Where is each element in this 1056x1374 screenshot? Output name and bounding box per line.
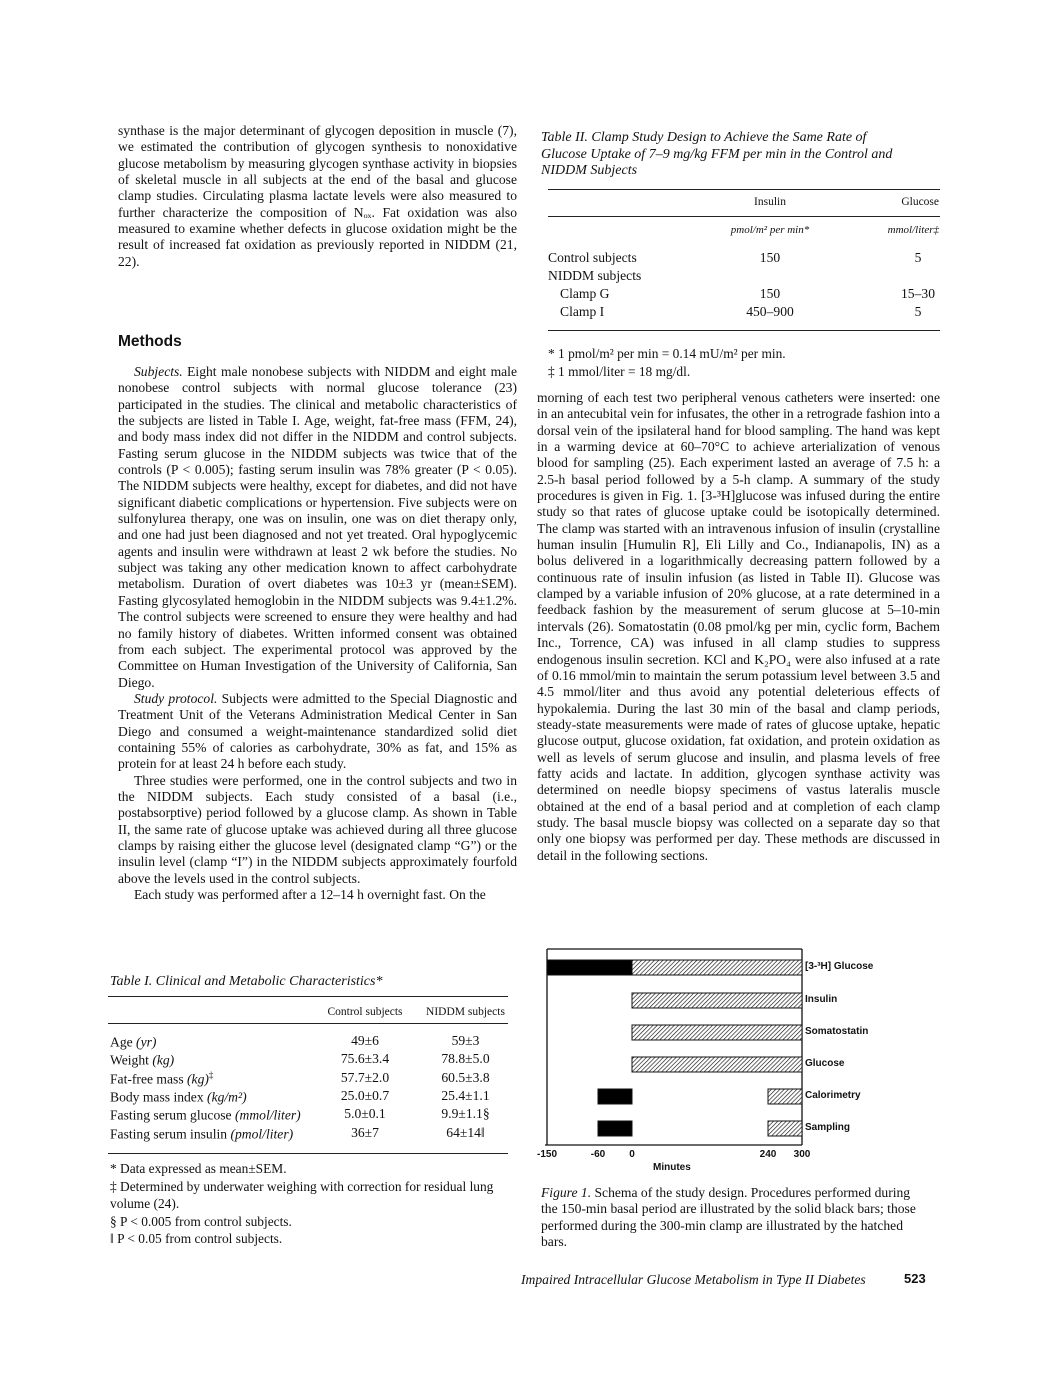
- figure1-xlabel: Minutes: [653, 1162, 691, 1173]
- table1-title: Table I. Clinical and Metabolic Characteristics*: [110, 974, 383, 989]
- bar-solid: [547, 960, 632, 975]
- x-tick-label: 300: [793, 1149, 811, 1160]
- table1-footnote: ‖ P < 0.05 from control subjects.: [110, 1231, 283, 1246]
- row-label-text: Fasting serum glucose: [110, 1107, 235, 1123]
- table1-cell-control: 36±7: [351, 1124, 379, 1140]
- table2-cell: 450–900: [746, 304, 794, 319]
- table2-footnote: ‡ 1 mmol/liter = 18 mg/dl.: [548, 364, 691, 379]
- row-label: Sampling: [805, 1122, 851, 1133]
- table2-cell: 5: [914, 304, 922, 319]
- methods-heading: Methods: [118, 333, 182, 350]
- bar-hatched: [632, 1057, 802, 1072]
- table1-cell-niddm: 25.4±1.1: [441, 1087, 490, 1103]
- subjects-text: Eight male nonobese subjects with NIDDM and eight male nonobese control subjects with normal glucose tolerance (23) participated in the studies. The clinical and metabolic characteristics of the subjects are listed in Table I. Age, weight, fat-free mass (FFM, 24), and body mass index did not differ in the NIDDM and control subjects. Fasting serum glucose in the NIDDM subjects was twice that of the controls (P < 0.005); fasting serum insulin was 78% greater (P < 0.05). The NIDDM subjects were healthy, except for diabetes, and did not have significant diabetic complications or hypertension. Five subjects were on sulfonylurea therapy, one was on insulin, one was on diet therapy only, and one had just been diagnosed and not yet treated. Oral hypoglycemic agents and insulin were withdrawn at least 2 wk before the studies. No subject was taking any other medication known to affect carbohydrate metabolism. Duration of overt diabetes was 10±3 yr (mean±SEM). Fasting glycosylated hemoglobin in the NIDDM subjects was 9.4±1.2%. The control subjects were screened to ensure they were healthy and had no family history of diabetes. Written informed consent was obtained from each subject. The experimental protocol was approved by the Committee on Human Investigation of the University of California, San Diego.: [118, 364, 517, 690]
- row-unit: (mmol/liter): [234, 1107, 301, 1123]
- bar-hatched: [768, 1121, 802, 1136]
- caption-lead: Figure 1.: [541, 1185, 592, 1200]
- table1-cell-niddm: 60.5±3.8: [441, 1069, 490, 1085]
- table2-row-label: Clamp G: [560, 286, 610, 301]
- table2-cell: 150: [759, 286, 781, 301]
- row-label: [3-³H] Glucose: [805, 961, 874, 972]
- bar-hatched: [632, 993, 802, 1008]
- table1-footnote: ‡ Determined by underwater weighing with correction for residual lung volume (24).: [110, 1178, 494, 1211]
- table2-bottom-rule: [548, 330, 940, 331]
- procedure-paragraph: morning of each test two peripheral venous catheters were inserted: one in an antecubital vein for infusates, the other in a retrograde fashion into a dorsal vein of the ipsilateral hand for blood sampling. The hand was kept in a warming device at 60–70°C to achieve arterialization of venous blood for sampling (25). Each experiment lasted an average of 7.5 h: a 2.5-h basal period followed by a 5-h clamp. A summary of the study procedures is given in Fig. 1. [3-³H]glucose was infused during the entire study so that rates of glucose uptake could be isotopically determined. The clamp was started with an intravenous infusion of insulin (crystalline human insulin [Humulin R], Eli Lilly and Co., Indianapolis, IN) as a bolus delivered in a logarithmically decreasing pattern followed by a continuous rate of insulin infusion (as listed in Table II). Glucose was clamped by a variable infusion of 20% glucose, at a rate determined in a feedback fashion by the measurement of serum glucose at 5–10-min intervals (26). Somatostatin (0.08 pmol/kg per min, cyclic form, Bachem Inc., Torrence, CA) was infused in all clamp studies to suppress endogenous insulin secretion. KCl and K₂PO₄ were also infused at a rate of 0.16 mmol/min to maintain the serum potassium level between 3.5 and 4.5 mmol/liter and thus avoid any potential deleterious effects of hypokalemia. During the last 30 min of the basal and clamp periods, steady-state measurements were made of rates of glucose uptake, hepatic glucose output, glucose oxidation, fat oxidation, and protein oxidation as well as levels of serum glucose and insulin, and plasma levels of free fatty acids and lactate. In addition, glycogen synthase activity was determined on needle biopsy specimens of vastus lateralis muscle obtained at the end of a basal period and at completion of each clamp study. The basal muscle biopsy was collected on a separate day so that only one biopsy was performed per day. These methods are discussed in detail in the following sections.: [537, 390, 940, 863]
- table1-cell-control: 57.7±2.0: [340, 1069, 390, 1085]
- row-label: Glucose: [805, 1058, 845, 1069]
- figure1-caption: [541, 1185, 927, 1250]
- table2-cell: 150: [759, 250, 781, 265]
- table2-footnote: * 1 pmol/m² per min = 0.14 mU/m² per min.: [548, 346, 786, 361]
- table1-cell-niddm: 64±14‖: [446, 1124, 485, 1140]
- row-footnote-mark: ‡: [208, 1069, 214, 1080]
- table1-row-label: [110, 1033, 156, 1051]
- row-label-text: Fat-free mass: [110, 1071, 188, 1087]
- table1-cell-control: 49±6: [351, 1033, 379, 1048]
- bar-hatched: [632, 960, 802, 975]
- row-unit: (kg): [187, 1071, 209, 1087]
- bar-hatched: [632, 1025, 802, 1040]
- row-label: Somatostatin: [805, 1026, 869, 1037]
- table2-row-label: NIDDM subjects: [548, 268, 642, 283]
- table1-cell-niddm: 9.9±1.1§: [441, 1106, 490, 1122]
- subjects-paragraph: [118, 364, 517, 691]
- left-column-methods: [118, 364, 517, 903]
- table1-top-rule: [108, 996, 508, 997]
- table2-header-rule: [548, 216, 940, 217]
- studies-paragraph: Three studies were performed, one in the control subjects and two in the NIDDM subjects. Each study consisted of a basal (i.e., postabsorptive) period followed by a glucose clamp. As shown in Table II, the same rate of glucose uptake was achieved during all three glucose clamps by raising either the glucose level (designated clamp “G”) or the insulin level (clamp “I”) in the NIDDM subjects approximately fourfold above the levels used in the control subjects.: [118, 772, 517, 886]
- table2-cell: 5: [914, 250, 922, 265]
- row-label: Insulin: [805, 994, 838, 1005]
- x-tick-label: 0: [629, 1149, 635, 1160]
- protocol-text: Subjects were admitted to the Special Diagnostic and Treatment Unit of the Veterans Administration Medical Center in San Diego and consumed a weight-maintenance standardized solid diet containing 55% of calories as carbohydrate, 30% as fat, and 15% as protein for at least 24 h before each study.: [118, 690, 517, 772]
- table1-row-label: [110, 1051, 174, 1069]
- table1-row-label: [110, 1088, 247, 1106]
- subjects-lead: Subjects.: [134, 364, 183, 379]
- table1-footnote: § P < 0.005 from control subjects.: [110, 1213, 292, 1229]
- bar-solid: [598, 1121, 632, 1136]
- x-tick-label: 240: [759, 1149, 777, 1160]
- x-tick-label: -60: [590, 1149, 606, 1160]
- table1-cell-niddm: 59±3: [451, 1033, 480, 1048]
- row-label-text: Age: [110, 1034, 137, 1050]
- row-unit: (pmol/liter): [230, 1126, 294, 1142]
- table1-footnotes: [110, 1160, 505, 1248]
- page-number: 523: [904, 1271, 926, 1286]
- table1-footnote: * Data expressed as mean±SEM.: [110, 1161, 287, 1176]
- running-title: Impaired Intracellular Glucose Metabolism in Type II Diabetes: [521, 1272, 866, 1287]
- table1-cell-control: 5.0±0.1: [344, 1106, 386, 1122]
- fast-paragraph: Each study was performed after a 12–14 h overnight fast. On the: [134, 887, 486, 902]
- table1-header-rule: [108, 1023, 508, 1024]
- x-tick-label: -150: [536, 1149, 557, 1160]
- table2-unit-glucose: mmol/liter‡: [887, 224, 939, 236]
- row-label-text: Weight: [110, 1052, 153, 1068]
- bar-solid: [598, 1089, 632, 1104]
- row-unit: (kg/m²): [207, 1089, 247, 1105]
- table2-cell: 15–30: [901, 286, 935, 301]
- row-unit: (kg): [152, 1052, 175, 1068]
- table1-cell-control: 25.0±0.7: [340, 1087, 390, 1103]
- table1-bottom-rule: [108, 1153, 508, 1154]
- table2-header-glucose: Glucose: [901, 196, 939, 208]
- row-label-text: Fasting serum insulin: [110, 1126, 231, 1142]
- table2-row-label: Clamp I: [560, 304, 605, 319]
- table1-row-label: [110, 1070, 213, 1088]
- caption-text: Schema of the study design. Procedures performed during the 150-min basal period are illustrated by the solid black bars; those performed during the 300-min clamp are illustrated by the hatched bars.: [541, 1185, 916, 1250]
- table2-row-label: Control subjects: [548, 250, 637, 265]
- table1-row-label: [110, 1106, 301, 1124]
- row-unit: (yr): [136, 1034, 157, 1050]
- table1-header-control: Control subjects: [327, 1006, 403, 1018]
- left-column-top: [118, 123, 517, 270]
- table2-title: Table II. Clamp Study Design to Achieve the Same Rate of Glucose Uptake of 7–9 mg/kg FFM per min in the Control and NIDDM Subjects: [541, 130, 893, 178]
- table2-top-rule: [548, 189, 940, 190]
- table2-unit-insulin: pmol/m² per min*: [730, 224, 810, 236]
- intro-paragraph: synthase is the major determinant of glycogen deposition in muscle (7), we estimated the contribution of glycogen synthesis to nonoxidative glucose metabolism by measuring glycogen synthase activity in biopsies of skeletal muscle in all subjects at the end of the basal and glucose clamp studies. Circulating plasma lactate levels were also measured to further characterize the composition of Nₒₓ. Fat oxidation was also measured to examine whether defects in glucose oxidation might be the result of increased fat oxidation as previously reported in NIDDM (21, 22).: [118, 123, 517, 269]
- table1-cell-niddm: 78.8±5.0: [441, 1051, 490, 1067]
- table2-header-insulin: Insulin: [754, 196, 786, 208]
- protocol-lead: Study protocol.: [134, 690, 218, 706]
- protocol-paragraph: [118, 691, 517, 773]
- bar-hatched: [768, 1089, 802, 1104]
- right-column: [537, 390, 940, 864]
- table1-cell-control: 75.6±3.4: [340, 1051, 390, 1067]
- table1-header-niddm: NIDDM subjects: [426, 1006, 505, 1018]
- row-label-text: Body mass index: [110, 1089, 208, 1105]
- table1-row-label: [110, 1125, 293, 1143]
- row-label: Calorimetry: [805, 1090, 861, 1101]
